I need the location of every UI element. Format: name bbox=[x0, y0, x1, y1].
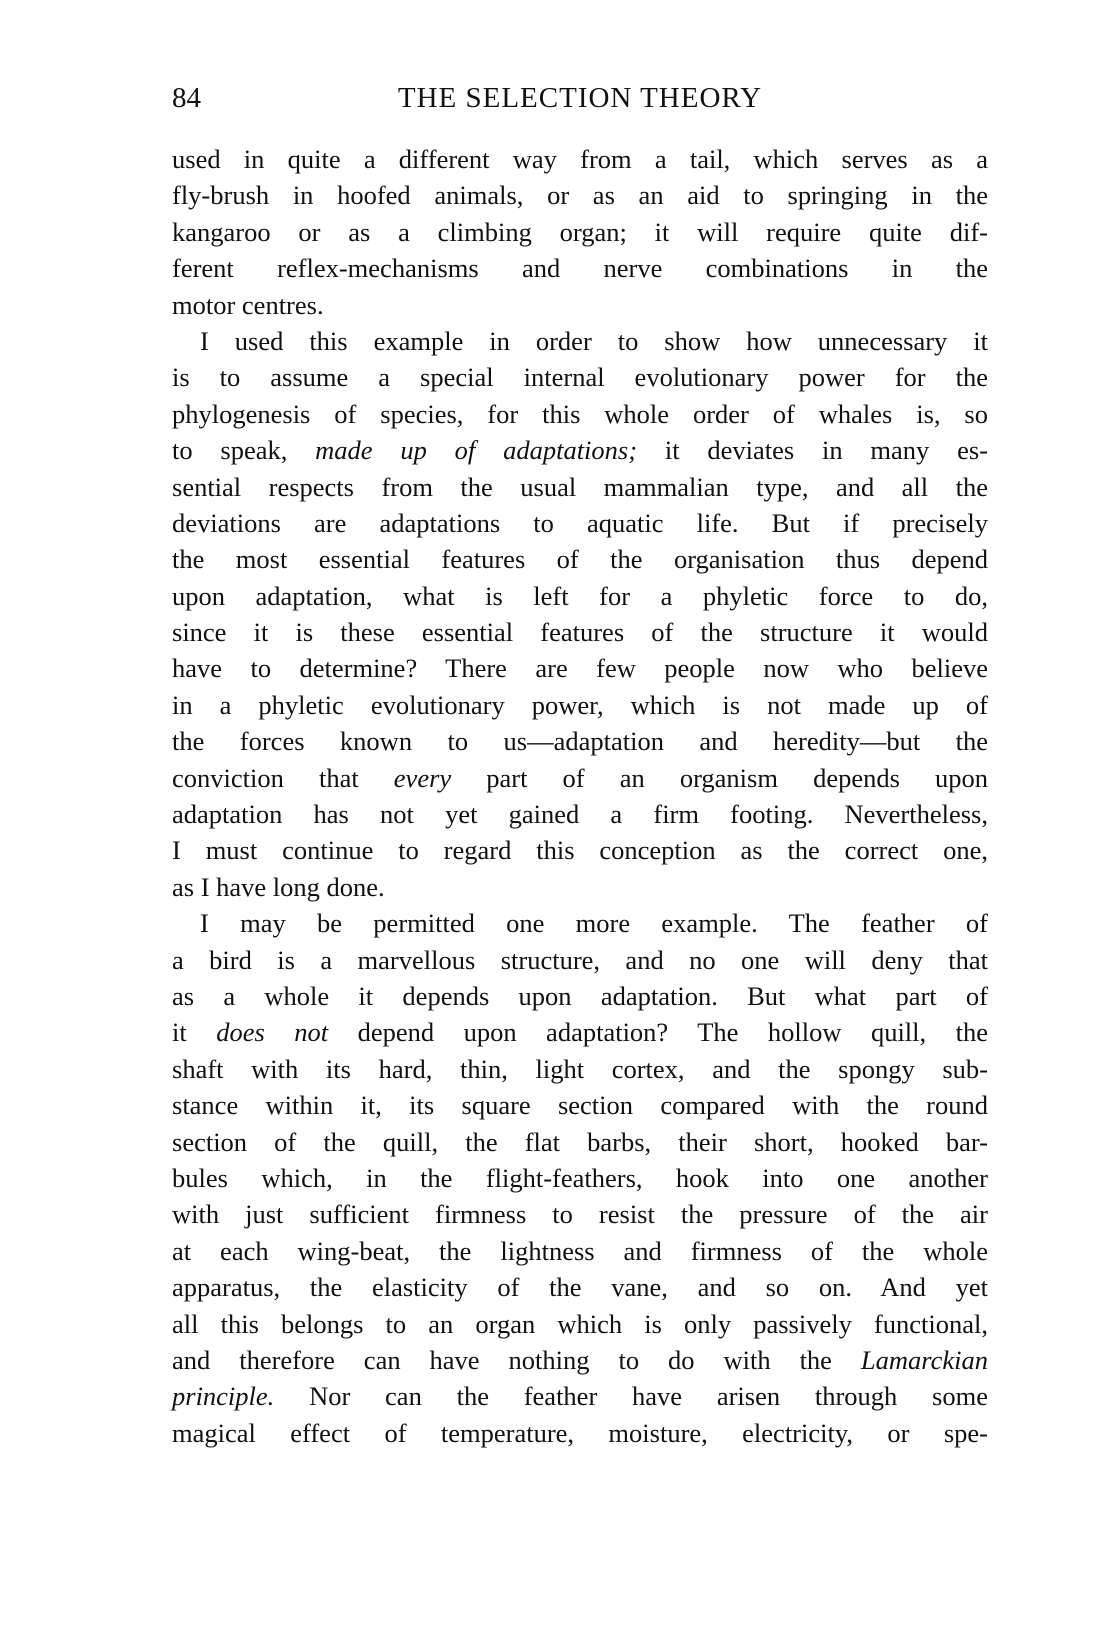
italic-text: every bbox=[393, 762, 452, 793]
text-line: shaft with its hard, thin, light cortex, and the spongy sub- bbox=[172, 1053, 988, 1084]
text-line: the forces known to us—adaptation and heredity—but the bbox=[172, 726, 988, 757]
text-line: apparatus, the elasticity of the vane, and so on. And yet bbox=[172, 1272, 988, 1303]
text-line: motor centres. bbox=[172, 289, 324, 320]
text-line: sential respects from the usual mammalian type, and all the bbox=[172, 471, 988, 502]
text-line: section of the quill, the flat barbs, their short, hooked bar- bbox=[172, 1126, 988, 1157]
text-line bbox=[172, 432, 988, 468]
italic-text: does not bbox=[216, 1017, 329, 1048]
text-line: upon adaptation, what is left for a phyletic force to do, bbox=[172, 580, 988, 611]
text-segment: conviction that bbox=[172, 762, 394, 793]
text-line: I must continue to regard this conception as the correct one, bbox=[172, 835, 988, 866]
text-line: with just sufficient firmness to resist the pressure of the air bbox=[172, 1199, 988, 1230]
text-line: fly-brush in hoofed animals, or as an aid to springing in the bbox=[172, 180, 988, 211]
text-line: is to assume a special internal evolutionary power for the bbox=[172, 362, 988, 393]
running-title: THE SELECTION THEORY bbox=[397, 82, 763, 114]
text-line: deviations are adaptations to aquatic life. But if precisely bbox=[172, 507, 988, 538]
text-line bbox=[172, 1378, 988, 1414]
text-line: kangaroo or as a climbing organ; it will require quite dif- bbox=[172, 216, 988, 247]
text-segment: it deviates in many es- bbox=[637, 435, 988, 466]
text-segment: Nor can the feather have arisen through some bbox=[274, 1381, 988, 1412]
text-line: the most essential features of the organisation thus depend bbox=[172, 544, 988, 575]
text-line: since it is these essential features of the structure it would bbox=[172, 617, 988, 648]
text-segment: and therefore can have nothing to do with the bbox=[172, 1344, 861, 1375]
text-line bbox=[172, 760, 988, 796]
italic-text: principle. bbox=[172, 1381, 275, 1412]
text-line: bules which, in the flight-feathers, hook into one another bbox=[172, 1162, 988, 1193]
text-segment: to speak, bbox=[172, 435, 316, 466]
text-line: stance within it, its square section compared with the round bbox=[172, 1090, 988, 1121]
text-line bbox=[172, 1014, 988, 1050]
text-line: as I have long done. bbox=[172, 871, 385, 902]
text-line bbox=[172, 1342, 988, 1378]
italic-text: made up of adaptations; bbox=[315, 435, 638, 466]
text-line: I may be permitted one more example. The feather of bbox=[200, 908, 988, 939]
text-line: adaptation has not yet gained a firm footing. Nevertheless, bbox=[172, 799, 988, 830]
text-line: phylogenesis of species, for this whole order of whales is, so bbox=[172, 398, 988, 429]
text-segment: part of an organism depends upon bbox=[451, 762, 988, 793]
page-header bbox=[172, 78, 988, 118]
text-line: magical effect of temperature, moisture, electricity, or spe- bbox=[172, 1417, 988, 1448]
text-segment: depend upon adaptation? The hollow quill, the bbox=[328, 1017, 988, 1048]
body-text bbox=[172, 141, 988, 1451]
text-line: a bird is a marvellous structure, and no one will deny that bbox=[172, 944, 988, 975]
text-line: used in quite a different way from a tail, which serves as a bbox=[172, 144, 988, 174]
text-line: at each wing-beat, the lightness and firmness of the whole bbox=[172, 1235, 988, 1266]
text-line: I used this example in order to show how unnecessary it bbox=[200, 325, 988, 356]
text-line: have to determine? There are few people now who believe bbox=[172, 653, 988, 684]
text-line: all this belongs to an organ which is only passively functional, bbox=[172, 1308, 988, 1339]
text-line: as a whole it depends upon adaptation. But what part of bbox=[172, 980, 988, 1011]
page-number: 84 bbox=[172, 82, 201, 114]
italic-text: Lamarckian bbox=[860, 1344, 988, 1375]
text-line: ferent reflex-mechanisms and nerve combinations in the bbox=[172, 253, 988, 284]
text-line: in a phyletic evolutionary power, which is not made up of bbox=[172, 689, 988, 720]
text-segment: it bbox=[172, 1017, 217, 1048]
